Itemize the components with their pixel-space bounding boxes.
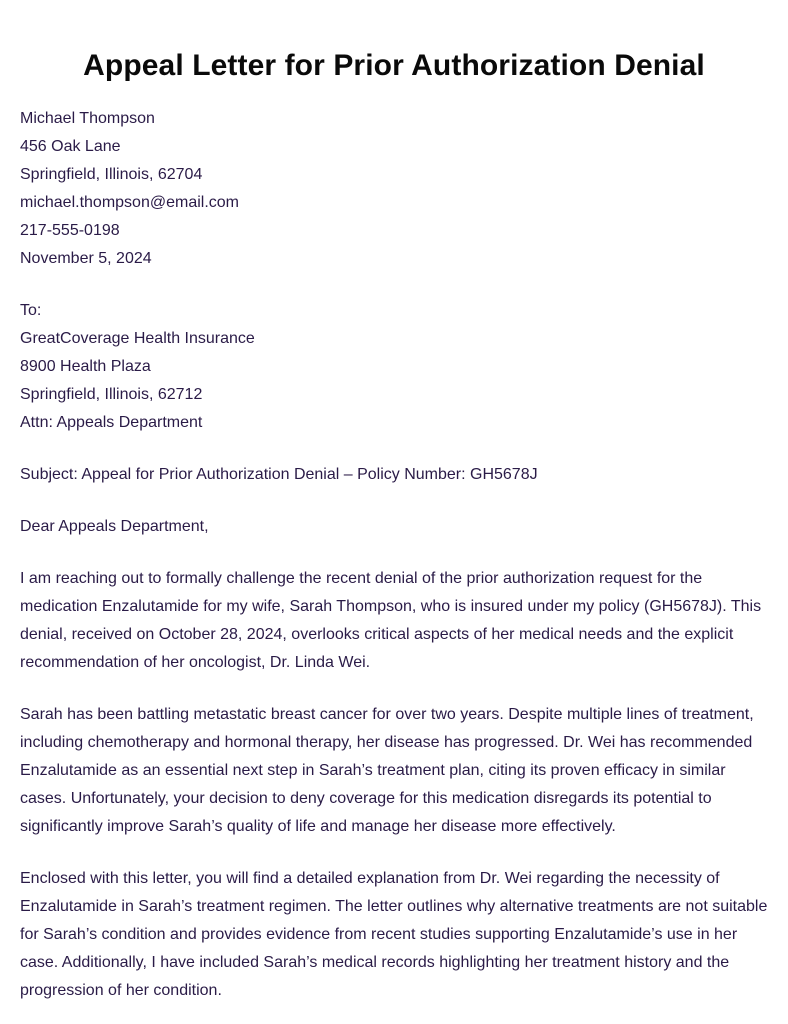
sender-block — [20, 105, 768, 273]
sender-city: Springfield, Illinois, 62704 — [20, 166, 203, 183]
body-paragraph — [20, 865, 768, 1005]
recipient-city: Springfield, Illinois, 62712 — [20, 386, 203, 403]
body-paragraph — [20, 701, 768, 841]
subject-line: Subject: Appeal for Prior Authorization Denial – Policy Number: GH5678J — [20, 466, 538, 483]
sender-street: 456 Oak Lane — [20, 138, 121, 155]
letter-date: November 5, 2024 — [20, 250, 152, 267]
salutation: Dear Appeals Department, — [20, 518, 209, 535]
paragraph-text: I am reaching out to formally challenge the recent denial of the prior authorization request for the medication Enzalutamide for my wife, Sarah Thompson, who is insured under my policy (GH5678J). This denial, received on October 28, 2024, overlooks critical aspects of her medical needs and the explicit recommendation of her oncologist, Dr. Linda Wei. — [20, 570, 762, 671]
recipient-block — [20, 297, 768, 437]
recipient-company: GreatCoverage Health Insurance — [20, 330, 255, 347]
recipient-label: To: — [20, 302, 42, 319]
sender-name: Michael Thompson — [20, 110, 155, 127]
body-paragraph — [20, 565, 768, 677]
recipient-attention: Attn: Appeals Department — [20, 414, 203, 431]
recipient-street: 8900 Health Plaza — [20, 358, 151, 375]
page-title: Appeal Letter for Prior Authorization Denial — [83, 49, 705, 82]
sender-phone: 217-555-0198 — [20, 222, 120, 239]
paragraph-text: Sarah has been battling metastatic breast cancer for over two years. Despite multiple lines of treatment, including chemotherapy and hormonal therapy, her disease has progressed. Dr. Wei has recommended Enzalutamide as an essential next step in Sarah’s treatment plan, citing its proven efficacy in similar cases. Unfortunately, your decision to deny coverage for this medication disregards its potential to significantly improve Sarah’s quality of life and manage her disease more effectively. — [20, 706, 754, 835]
paragraph-text: Enclosed with this letter, you will find a detailed explanation from Dr. Wei regarding the necessity of Enzalutamide in Sarah’s treatment regimen. The letter outlines why alternative treatments are not suitable for Sarah’s condition and provides evidence from recent studies supporting Enzalutamide’s use in her case. Additionally, I have included Sarah’s medical records highlighting her treatment history and the progression of her condition. — [20, 870, 768, 999]
sender-email: michael.thompson@email.com — [20, 194, 239, 211]
